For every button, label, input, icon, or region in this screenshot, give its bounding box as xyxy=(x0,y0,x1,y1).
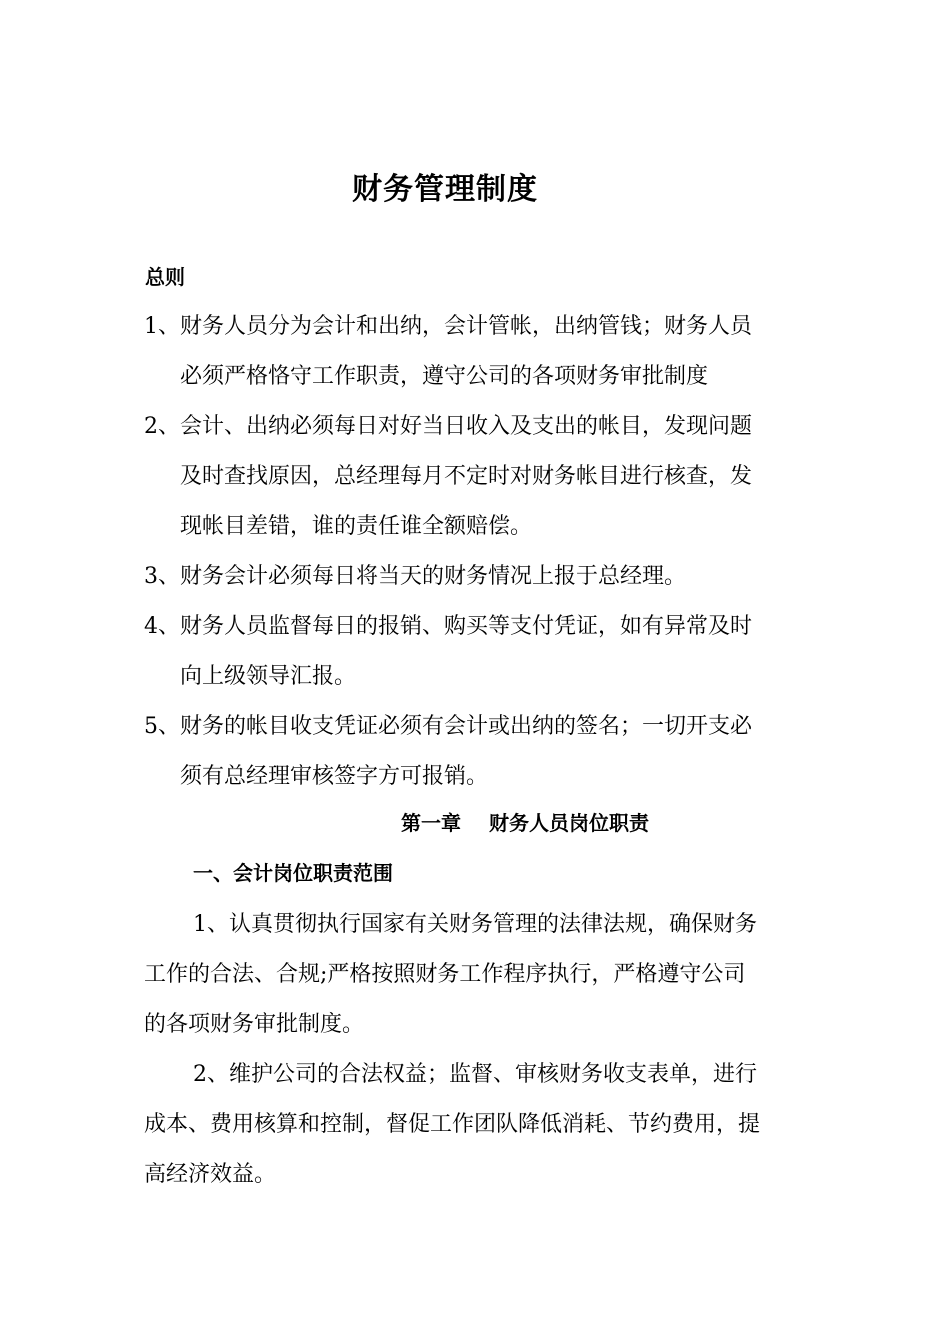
paragraph-1-line: 的各项财务审批制度。 xyxy=(144,1012,365,1037)
paragraph-2-line: 成本、费用核算和控制，督促工作团队降低消耗、节约费用，提 xyxy=(144,1112,761,1137)
general-item-5: 5、财务的帐目收支凭证必须有会计或出纳的签名；一切开支必 xyxy=(144,714,752,739)
general-item-4: 4、财务人员监督每日的报销、购买等支付凭证，如有异常及时 xyxy=(144,614,752,639)
paragraph-1-line: 1、认真贯彻执行国家有关财务管理的法律法规，确保财务 xyxy=(193,912,757,937)
general-heading: 总则 xyxy=(145,265,185,289)
paragraph-2-line: 高经济效益。 xyxy=(144,1162,277,1187)
chapter-title: 财务人员岗位职责 xyxy=(489,811,649,835)
section-heading: 一、会计岗位职责范围 xyxy=(193,861,393,885)
general-item-2-cont: 及时查找原因，总经理每月不定时对财务帐目进行核查，发 xyxy=(180,464,753,489)
chapter-heading xyxy=(0,808,950,838)
general-item-5-cont: 须有总经理审核签字方可报销。 xyxy=(180,764,489,789)
paragraph-2-line: 2、维护公司的合法权益；监督、审核财务收支表单，进行 xyxy=(193,1062,757,1087)
general-item-4-cont: 向上级领导汇报。 xyxy=(180,664,357,689)
general-item-2: 2、会计、出纳必须每日对好当日收入及支出的帐目，发现问题 xyxy=(144,414,752,439)
general-item-3: 3、财务会计必须每日将当天的财务情况上报于总经理。 xyxy=(144,564,686,589)
general-item-1-cont: 必须严格恪守工作职责，遵守公司的各项财务审批制度 xyxy=(180,364,709,389)
chapter-label: 第一章 xyxy=(401,811,461,835)
general-item-2-cont: 现帐目差错，谁的责任谁全额赔偿。 xyxy=(180,514,533,539)
document-title: 财务管理制度 xyxy=(352,172,538,207)
paragraph-1-line: 工作的合法、合规;严格按照财务工作程序执行，严格遵守公司 xyxy=(144,962,746,987)
general-item-1: 1、财务人员分为会计和出纳，会计管帐，出纳管钱；财务人员 xyxy=(144,314,752,339)
